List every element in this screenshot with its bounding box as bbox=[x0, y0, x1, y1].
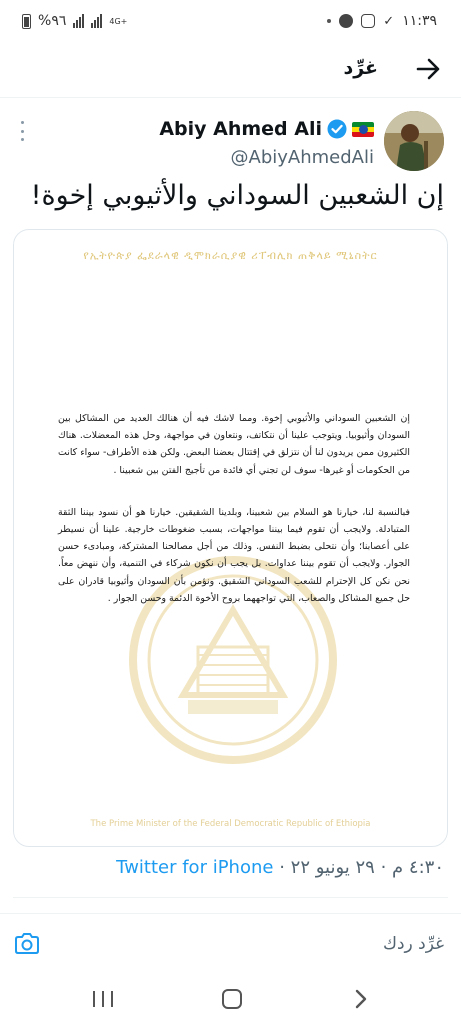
network-type: 4G+ bbox=[109, 16, 128, 26]
verified-badge-icon bbox=[327, 119, 347, 139]
divider bbox=[0, 97, 461, 98]
author-name[interactable]: Abiy Ahmed Ali bbox=[159, 118, 322, 140]
letter-paragraph-2: فبالنسبة لنا، خيارنا هو السلام بين شعبينا، وبلدينا الشقيقين. خيارنا هو أن نسود بيننا الثقة المتبادلة. ولايجب أن تقوم فيما بيننا مواجهات، بسبب ضغوطات خارجية. علينا أن نسيطر على أعصابنا؛ وأن نتحلى بضبط النفس. وذلك من أجل مصالحنا المشتركة، ومبادىء حسن الجوار. ولايجب أن تقوم بيننا عداوات. بل يجب أن نكون شركاء في التنمية، وأن ننهض معاً. نحن نكن كل الإحترام للشعب السوداني الشقيق. ونؤمن بأن السودان وأثيوبيا قادران على حل جميع المشاكل والصعاب، التي تواجههما بروح الأخوة الدئمة وحسن الجوار . bbox=[58, 506, 410, 604]
author-avatar[interactable] bbox=[384, 111, 444, 171]
camera-icon[interactable] bbox=[13, 930, 41, 958]
tweet-time: ٤:٣٠ م bbox=[392, 857, 444, 878]
letter-paragraph-1: إن الشعبين السوداني والأثيوبي إخوة. ومما لاشك فيه أن هنالك العديد من المشاكل بين السودان وأثيوبيا. ويتوجب علينا أن نتكاتف، ونتعاون في مواجهة، وحل هذه المعضلات. هناك الكثيرون ممن يريدون لنا أن نتزلق في إقتتال بعضنا البعض. ولكن هذه الأطراف- سواء كانت من الحكومات أو غيرها- سوف لن تجني أي فائدة من تأجيج الفتن بين شعبينا . bbox=[58, 413, 410, 476]
tweet-source-link[interactable]: Twitter for iPhone bbox=[116, 857, 274, 878]
ethiopia-flag-icon bbox=[352, 122, 374, 137]
chevron-back-icon[interactable] bbox=[350, 988, 372, 1010]
more-options-icon[interactable] bbox=[19, 121, 25, 141]
divider bbox=[13, 897, 448, 898]
letter-footer: The Prime Minister of the Federal Democratic Republic of Ethiopia bbox=[90, 819, 371, 829]
battery-icon bbox=[22, 14, 31, 29]
tweet-text: إن الشعبين السوداني والأثيوبي إخوة! bbox=[30, 180, 444, 211]
notification-dot-icon bbox=[327, 19, 331, 23]
status-bar bbox=[0, 0, 461, 44]
status-left bbox=[22, 13, 127, 29]
home-icon[interactable] bbox=[222, 989, 242, 1009]
author-handle[interactable]: @AbiyAhmedAli bbox=[230, 147, 374, 168]
battery-percent: %٩٦ bbox=[38, 13, 67, 29]
letterhead: የኢትዮጵያ ፌደራላዊ ዲሞክራሲያዊ ሪፐብሊክ ጠቅላይ ሚኒስትር bbox=[83, 249, 378, 262]
meta-separator: · bbox=[380, 857, 387, 878]
author-name-row[interactable] bbox=[159, 118, 374, 140]
system-nav-bar bbox=[0, 976, 461, 1024]
signal-bars-icon-2 bbox=[91, 14, 102, 28]
download-check-icon: ✓ bbox=[383, 13, 395, 29]
clock: ١١:٣٩ bbox=[402, 13, 437, 29]
reply-bar bbox=[0, 914, 461, 976]
tweet-date: ٢٩ يونيو ٢٢ bbox=[290, 857, 375, 878]
back-arrow-icon[interactable] bbox=[413, 54, 443, 84]
tweet-meta bbox=[116, 857, 444, 878]
tweet-media-image[interactable] bbox=[13, 229, 448, 847]
instagram-icon bbox=[361, 14, 375, 28]
page-title: غرِّد bbox=[343, 57, 378, 79]
football-icon bbox=[339, 14, 353, 28]
signal-bars-icon bbox=[73, 14, 84, 28]
reply-input[interactable] bbox=[84, 929, 444, 959]
letter-body bbox=[58, 410, 410, 607]
meta-separator-2: · bbox=[279, 857, 285, 878]
top-app-bar bbox=[0, 44, 461, 94]
status-right bbox=[327, 13, 437, 29]
recent-apps-icon[interactable] bbox=[93, 991, 113, 1009]
